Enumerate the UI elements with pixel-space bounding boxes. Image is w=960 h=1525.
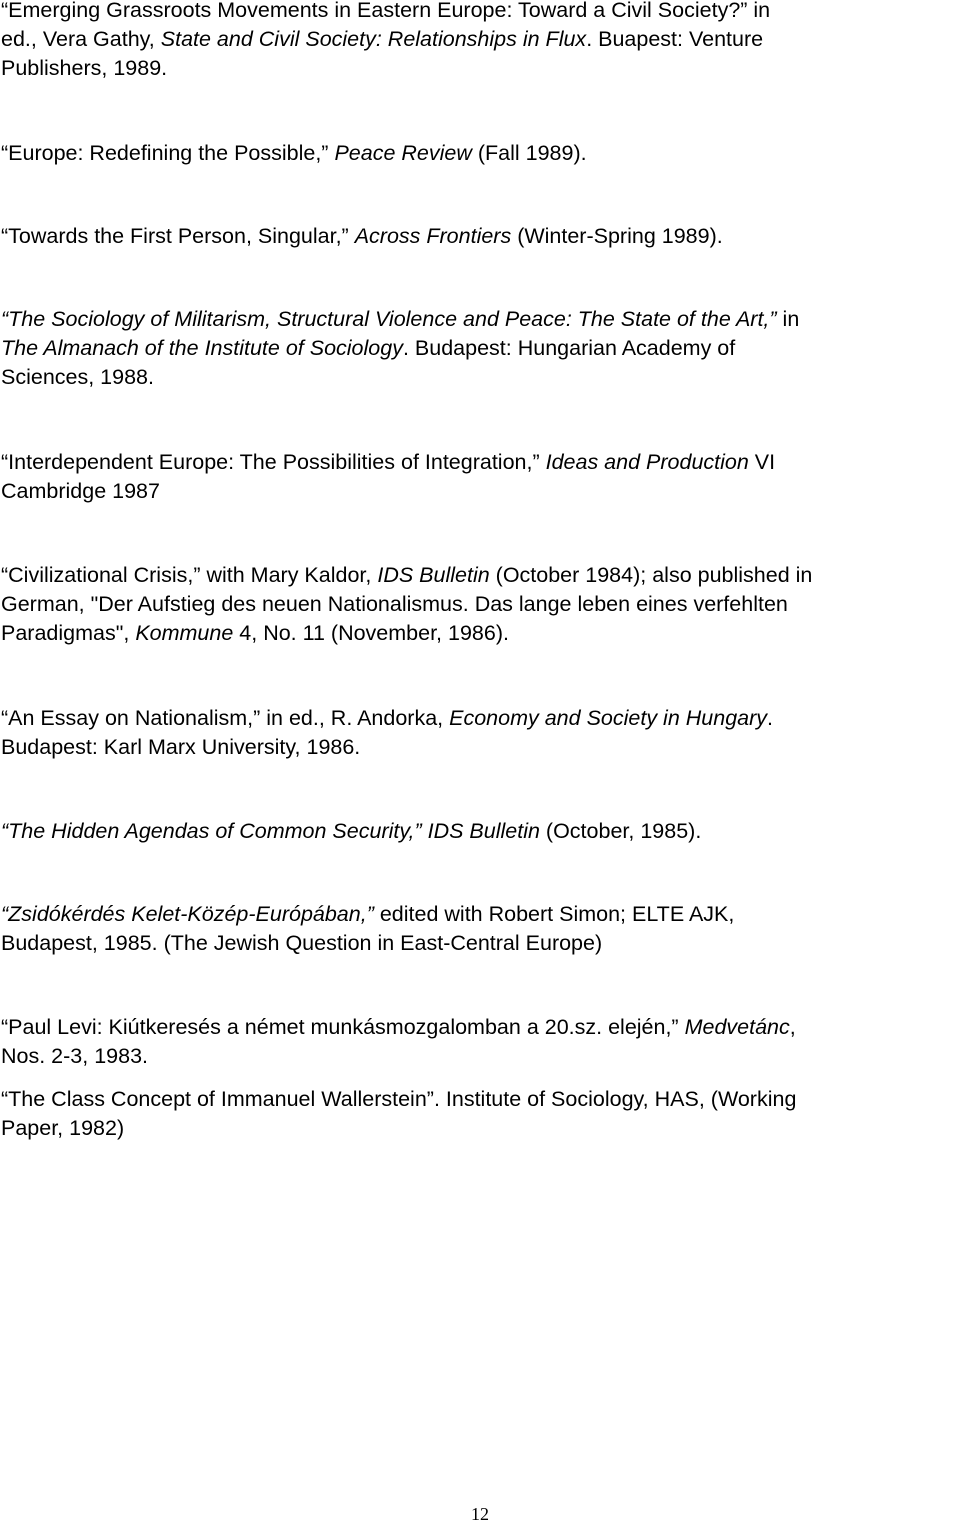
bibliography-entry [1, 139, 959, 168]
bibliography-entry [1, 0, 959, 83]
entry-italic-text: Economy and Society in Hungary [449, 706, 768, 730]
entry-text: “Paul Levi: Kiútkeresés a német munkásmozgalomban a 20.sz. elején,” [1, 1015, 685, 1039]
entry-text: . [767, 706, 774, 730]
entry-text: . Budapest: Hungarian Academy of [402, 336, 736, 360]
entry-line [1, 619, 959, 648]
entry-text: (Fall 1989). [471, 141, 587, 165]
entry-italic-text: Medvetánc [684, 1015, 790, 1039]
entry-line [1, 704, 959, 733]
entry-text: Paradigmas", [1, 621, 136, 645]
entry-italic-text: The Almanach of the Institute of Sociology [1, 336, 403, 360]
entry-text: “An Essay on Nationalism,” in ed., R. Andorka, [1, 706, 450, 730]
entry-line [1, 363, 959, 392]
entry-text: ed., Vera Gathy, [1, 27, 161, 51]
entry-line [1, 222, 959, 251]
entry-line [1, 334, 959, 363]
bibliography-entry [1, 1013, 959, 1071]
entry-line [1, 900, 959, 929]
bibliography-entry [1, 1085, 959, 1143]
entry-line [1, 817, 959, 846]
entry-line [1, 590, 959, 619]
entry-text: German, "Der Aufstieg des neuen Nationalismus. Das lange leben eines verfehlten [1, 592, 788, 616]
bibliography-entry [1, 561, 959, 648]
page-number: 12 [471, 1504, 489, 1524]
entry-text: “Emerging Grassroots Movements in Eastern Europe: Toward a Civil Society?” in [1, 0, 771, 22]
entry-text: “Towards the First Person, Singular,” [1, 224, 355, 248]
entry-text: (October, 1985). [539, 819, 702, 843]
entry-italic-text: “The Sociology of Militarism, Structural Violence and Peace: The State of the Art,” [1, 307, 777, 331]
entry-text: Publishers, 1989. [1, 56, 168, 80]
entry-text: , [789, 1015, 796, 1039]
entry-line [1, 561, 959, 590]
entry-line [1, 477, 959, 506]
entry-text: Sciences, 1988. [1, 365, 154, 389]
entry-italic-text: “The Hidden Agendas of Common Security,” IDS Bulletin [1, 819, 540, 843]
entry-italic-text: IDS Bulletin [377, 563, 490, 587]
entry-text: “The Class Concept of Immanuel Wallerstein”. Institute of Sociology, HAS, (Working [1, 1087, 797, 1111]
entry-italic-text: Across Frontiers [354, 224, 512, 248]
entry-text: . Buapest: Venture [586, 27, 764, 51]
entry-text: Cambridge 1987 [1, 479, 160, 503]
entry-text: Budapest, 1985. (The Jewish Question in East-Central Europe) [1, 931, 603, 955]
bibliography-entry [1, 900, 959, 958]
entry-text: 4, No. 11 (November, 1986). [233, 621, 509, 645]
entry-line [1, 733, 959, 762]
entry-text: “Civilizational Crisis,” with Mary Kaldor, [1, 563, 378, 587]
entry-text: VI [748, 450, 776, 474]
entry-text: Nos. 2-3, 1983. [1, 1044, 149, 1068]
entry-line [1, 0, 959, 25]
bibliography-entry [1, 222, 959, 251]
entry-text: (Winter-Spring 1989). [511, 224, 723, 248]
entry-line [1, 1013, 959, 1042]
entry-line [1, 448, 959, 477]
entry-line [1, 305, 959, 334]
entry-italic-text: Ideas and Production [545, 450, 749, 474]
entry-text: “Europe: Redefining the Possible,” [1, 141, 335, 165]
entry-text: in [776, 307, 800, 331]
entry-text: “Interdependent Europe: The Possibilities of Integration,” [1, 450, 546, 474]
entry-text: Paper, 1982) [1, 1116, 125, 1140]
entry-line [1, 929, 959, 958]
bibliography-entry [1, 704, 959, 762]
bibliography-entry [1, 305, 959, 392]
entry-italic-text: Kommune [135, 621, 234, 645]
entry-italic-text: “Zsidókérdés Kelet-Közép-Európában,” [1, 902, 374, 926]
bibliography-entry [1, 448, 959, 506]
entry-line [1, 139, 959, 168]
entry-line [1, 1085, 959, 1114]
entry-italic-text: Peace Review [334, 141, 472, 165]
entry-text: edited with Robert Simon; ELTE AJK, [373, 902, 735, 926]
entry-line [1, 1042, 959, 1071]
entry-italic-text: State and Civil Society: Relationships in Flux [160, 27, 587, 51]
entry-line [1, 1114, 959, 1143]
entry-line [1, 25, 959, 54]
entry-text: Budapest: Karl Marx University, 1986. [1, 735, 361, 759]
entry-line [1, 54, 959, 83]
entry-text: (October 1984); also published in [489, 563, 813, 587]
bibliography-entry [1, 817, 959, 846]
